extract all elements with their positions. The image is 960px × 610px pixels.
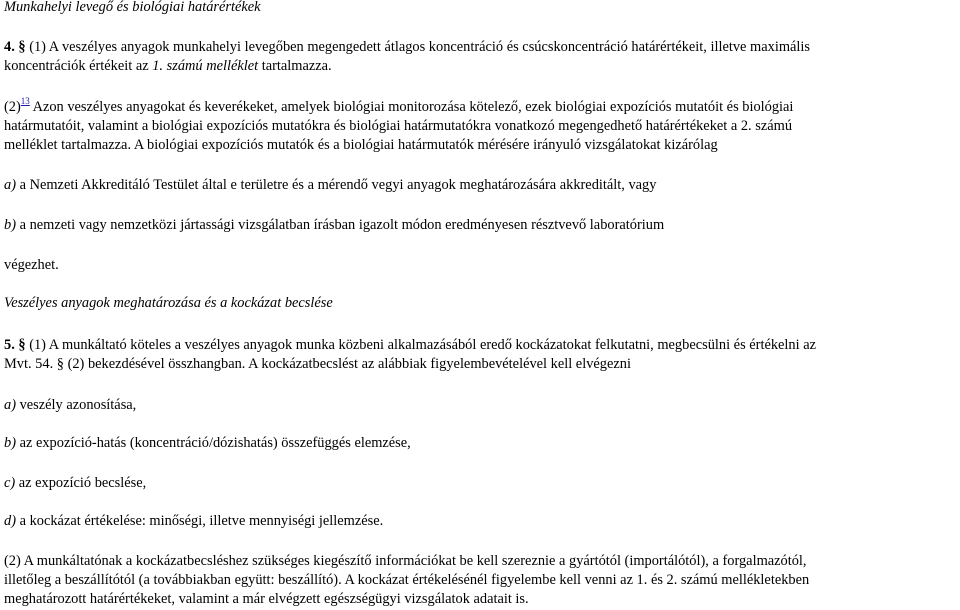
paragraph-4-2 — [4, 98, 960, 155]
list-item-line — [4, 434, 960, 453]
paragraph-text: tartalmazza. — [258, 58, 332, 74]
list-item-line — [4, 396, 960, 415]
list-text: az expozíció-hatás (koncentráció/dózishatás) összefüggés elemzése, — [16, 435, 411, 451]
paragraph-5-1 — [4, 336, 960, 374]
paragraph-5-2 — [4, 552, 960, 609]
closing-line — [4, 256, 960, 275]
list-item-line — [4, 216, 960, 235]
list-label: b) — [4, 435, 16, 451]
list-item-a — [4, 396, 960, 415]
paragraph-text: koncentrációk értékeit az — [4, 58, 153, 74]
list-label: b) — [4, 217, 16, 233]
list-item-line — [4, 176, 960, 195]
paragraph-line — [4, 38, 960, 57]
paragraph-line — [4, 98, 960, 117]
subsection-number: (2) — [4, 99, 21, 115]
list-label: a) — [4, 397, 16, 413]
list-item-d — [4, 512, 960, 531]
paragraph-line: határmutatóit, valamint a biológiai expozíciós mutatókra és biológiai határmutatókra vonatkozó megengedhető határértékeket a 2. számú — [4, 118, 793, 134]
annex-reference: 1. számú melléklet — [152, 58, 259, 74]
paragraph-line: meghatározott határértékeket, valamint a már elvégzett egészségügyi vizsgálatok adatait is. — [4, 591, 529, 607]
list-text: az expozíció becslése, — [15, 475, 147, 491]
list-item-c — [4, 474, 960, 493]
list-item-line — [4, 474, 960, 493]
list-label: c) — [4, 475, 16, 491]
paragraph-line: illetőleg a beszállítótól (a továbbiakban együtt: beszállító). A kockázat értékelésénél figyelembe kell venni az 1. és 2. számú mellékletekben — [4, 572, 810, 588]
paragraph-line: melléklet tartalmazza. A biológiai expozíciós mutatók és a biológiai határmutatók mérésére irányuló vizsgálatokat kizárólag — [4, 137, 718, 153]
list-text: a nemzeti vagy nemzetközi jártassági vizsgálatban írásban igazolt módon eredményesen résztvevő laboratórium — [16, 217, 665, 233]
section-number: 5. § — [4, 337, 26, 353]
list-label: a) — [4, 177, 16, 193]
paragraph-line: Mvt. 54. § (2) bekezdésével összhangban. A kockázatbecslést az alábbiak figyelembevételével kell elvégezni — [4, 356, 631, 372]
list-label: d) — [4, 513, 16, 529]
list-text: a Nemzeti Akkreditáló Testület által e területre és a mérendő vegyi anyagok meghatározására akkreditált, vagy — [16, 177, 657, 193]
paragraph-text: végezhet. — [4, 257, 59, 273]
paragraph-line — [4, 336, 960, 355]
paragraph-line: (2) A munkáltatónak a kockázatbecsléshez szükséges kiegészítő információkat be kell szereznie a gyártótól (importálótól), a forgalmazótól, — [4, 553, 807, 569]
list-item-b — [4, 216, 960, 235]
list-item-b — [4, 434, 960, 453]
section-heading-limits: Munkahelyi levegő és biológiai határértékek — [4, 0, 261, 15]
section-heading-risk: Veszélyes anyagok meghatározása és a kockázat becslése — [4, 295, 333, 311]
footnote-link[interactable]: 13 — [20, 96, 30, 106]
list-text: a kockázat értékelése: minőségi, illetve mennyiségi jellemzése. — [16, 513, 384, 529]
paragraph-text: (1) A veszélyes anyagok munkahelyi levegőben megengedett átlagos koncentráció és csúcskoncentráció határértékeit, illetve maximális — [25, 39, 810, 55]
paragraph-text: (1) A munkáltató köteles a veszélyes anyagok munka közbeni alkalmazásából eredő kockázatokat felkutatni, megbecsülni és értékelni az — [25, 337, 816, 353]
list-item-line — [4, 512, 960, 531]
list-item-a — [4, 176, 960, 195]
paragraph-line — [4, 57, 960, 76]
paragraph-4-1 — [4, 38, 960, 76]
paragraph-text: Azon veszélyes anyagokat és keverékeket, amelyek biológiai monitorozása kötelező, ezek biológiai expozíciós mutatóit és biológiai — [29, 99, 794, 115]
section-number: 4. § — [4, 39, 26, 55]
list-text: veszély azonosítása, — [16, 397, 137, 413]
